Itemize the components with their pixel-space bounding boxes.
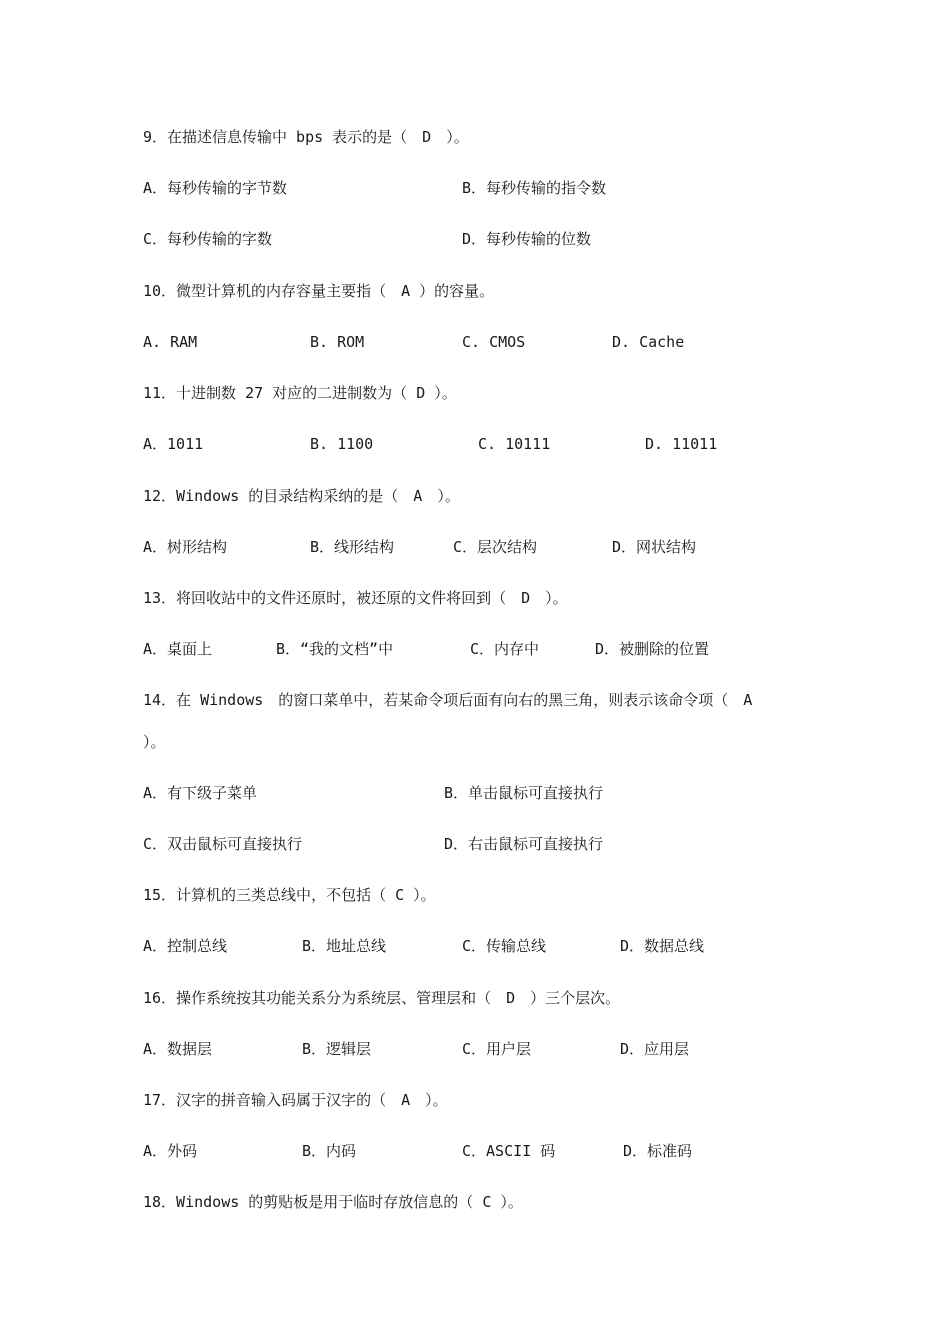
question-9: 9．在描述信息传输中 bps 表示的是（ D ）。 — [143, 128, 469, 146]
option-13c: C．内存中 — [470, 640, 540, 658]
question-13: 13．将回收站中的文件还原时，被还原的文件将回到（ D ）。 — [143, 589, 568, 607]
option-17c: C．ASCII 码 — [462, 1142, 556, 1160]
option-11d: D. 11011 — [645, 435, 718, 453]
option-17a: A．外码 — [143, 1142, 198, 1160]
option-13a: A．桌面上 — [143, 640, 213, 658]
option-14d: D．右击鼠标可直接执行 — [444, 835, 604, 853]
option-10a: A. RAM — [143, 333, 198, 351]
question-16: 16．操作系统按其功能关系分为系统层、管理层和（ D ）三个层次。 — [143, 989, 621, 1007]
option-13b: B．“我的文档”中 — [276, 640, 394, 658]
option-10b: B. ROM — [310, 333, 365, 351]
option-12b: B．线形结构 — [310, 538, 395, 556]
option-10c: C. CMOS — [462, 333, 526, 351]
option-11b: B. 1100 — [310, 435, 374, 453]
question-15: 15．计算机的三类总线中，不包括（ C ）。 — [143, 886, 436, 904]
option-12a: A．树形结构 — [143, 538, 228, 556]
question-12: 12．Windows 的目录结构采纳的是（ A ）。 — [143, 487, 460, 505]
option-17b: B．内码 — [302, 1142, 357, 1160]
option-9b: B．每秒传输的指令数 — [462, 179, 607, 197]
option-14c: C．双击鼠标可直接执行 — [143, 835, 303, 853]
question-14: 14．在 Windows 的窗口菜单中，若某命令项后面有向右的黑三角，则表示该命令项（ A — [143, 691, 753, 709]
option-16b: B．逻辑层 — [302, 1040, 372, 1058]
question-14-continued: ）。 — [143, 733, 166, 751]
question-10: 10．微型计算机的内存容量主要指（ A ）的容量。 — [143, 282, 495, 300]
option-11c: C. 10111 — [478, 435, 551, 453]
option-15c: C．传输总线 — [462, 937, 547, 955]
option-9d: D．每秒传输的位数 — [462, 230, 592, 248]
question-17: 17．汉字的拼音输入码属于汉字的（ A ）。 — [143, 1091, 448, 1109]
option-9c: C．每秒传输的字数 — [143, 230, 273, 248]
option-15d: D．数据总线 — [620, 937, 705, 955]
option-9a: A．每秒传输的字节数 — [143, 179, 288, 197]
option-12c: C．层次结构 — [453, 538, 538, 556]
option-16c: C．用户层 — [462, 1040, 532, 1058]
option-11a: A．1011 — [143, 435, 204, 453]
option-14a: A．有下级子菜单 — [143, 784, 258, 802]
option-14b: B．单击鼠标可直接执行 — [444, 784, 604, 802]
option-13d: D．被删除的位置 — [595, 640, 710, 658]
option-15b: B．地址总线 — [302, 937, 387, 955]
option-10d: D. Cache — [612, 333, 685, 351]
option-15a: A．控制总线 — [143, 937, 228, 955]
question-11: 11．十进制数 27 对应的二进制数为（ D ）。 — [143, 384, 457, 402]
option-16d: D．应用层 — [620, 1040, 690, 1058]
option-16a: A．数据层 — [143, 1040, 213, 1058]
question-18: 18．Windows 的剪贴板是用于临时存放信息的（ C ）。 — [143, 1193, 523, 1211]
option-17d: D．标准码 — [623, 1142, 693, 1160]
option-12d: D．网状结构 — [612, 538, 697, 556]
